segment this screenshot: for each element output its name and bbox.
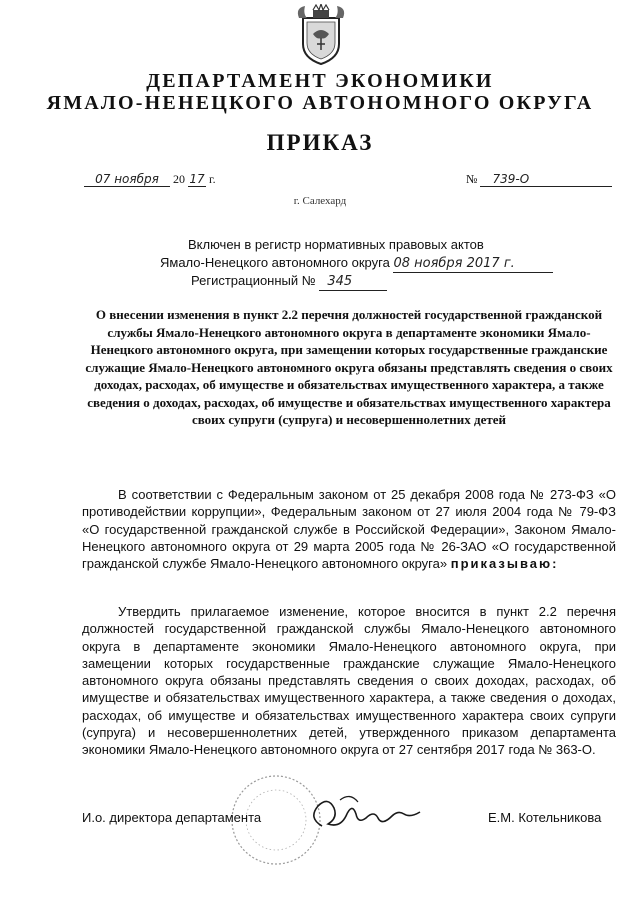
order-directive: приказываю: <box>450 556 559 572</box>
preamble-paragraph <box>82 486 616 572</box>
coat-of-arms-emblem <box>293 4 349 66</box>
registry-line2-prefix: Ямало-Ненецкого автономного округа <box>160 255 390 270</box>
order-date <box>84 172 216 190</box>
signer-name: Е.М. Котельникова <box>488 810 602 825</box>
order-body-paragraph: Утвердить прилагаемое изменение, которое вносится в пункт 2.2 перечня должностей государственной гражданской службы Ямало-Ненецкого автономного округа в департаменте экономики Ямало-Ненецкого автономного округа, при замещении которых государственные гражданские служащие Ямало-Ненецкого автономного округа обязаны представлять сведения о своих доходах, расходах, об имуществе и обязательствах имущественного характера, а также сведения о доходах, расходах, об имуществе и обязательствах имущественного характера своих супруги (супруга) и несовершеннолетних детей, утвержденного приказом департамента экономики Ямало-Ненецкого автономного округа от 27 сентября 2017 года № 363-О. <box>82 604 616 758</box>
registry-line3 <box>191 272 387 291</box>
number-value: 739-О <box>480 172 612 187</box>
order-number <box>466 172 612 190</box>
registry-number-label: Регистрационный № <box>191 273 316 288</box>
registry-line2 <box>160 254 553 273</box>
order-title: ПРИКАЗ <box>266 130 374 155</box>
registry-date: 08 ноября 2017 г. <box>393 255 553 273</box>
handwritten-signature <box>300 788 440 838</box>
registry-number: 345 <box>319 273 387 291</box>
city: г. Салехард <box>293 195 347 207</box>
department-title-line2: ЯМАЛО-НЕНЕЦКОГО АВТОНОМНОГО ОКРУГА <box>46 92 594 114</box>
date-year-prefix: 20 <box>173 172 185 186</box>
date-day-month: 07 ноября <box>84 172 170 187</box>
order-subject: О внесении изменения в пункт 2.2 перечня должностей государственной гражданской службы Ямало-Ненецкого автономного округа в департаменте экономики Ямало-Ненецкого автономного округа, при замещении которых государственные гражданские служащие Ямало-Ненецкого автономного округа обязаны представлять сведения о своих доходах, расходах, об имуществе и обязательствах имущественного характера, а также сведения о доходах, расходах, об имуществе и обязательствах имущественного характера своих супруги (супруга) и несовершеннолетних детей <box>85 307 613 427</box>
department-title-line1: ДЕПАРТАМЕНТ ЭКОНОМИКИ <box>146 70 494 92</box>
date-year-suffix: 17 <box>189 172 205 186</box>
signer-position: И.о. директора департамента <box>82 810 262 825</box>
date-year-end: г. <box>209 172 216 186</box>
preamble-text: В соответствии с Федеральным законом от 25 декабря 2008 года № 273-ФЗ «О противодействии коррупции», Федеральным законом от 27 июля 2004 года № 79-ФЗ «О государственной гражданской службе в Российской Федерации», Законом Ямало-Ненецкого автономного округа от 29 марта 2005 года № 26-ЗАО «О государственной гражданской службе Ямало-Ненецкого автономного округа» <box>82 487 616 572</box>
number-prefix: № <box>466 172 478 186</box>
registry-line1: Включен в регистр нормативных правовых актов <box>188 237 484 252</box>
